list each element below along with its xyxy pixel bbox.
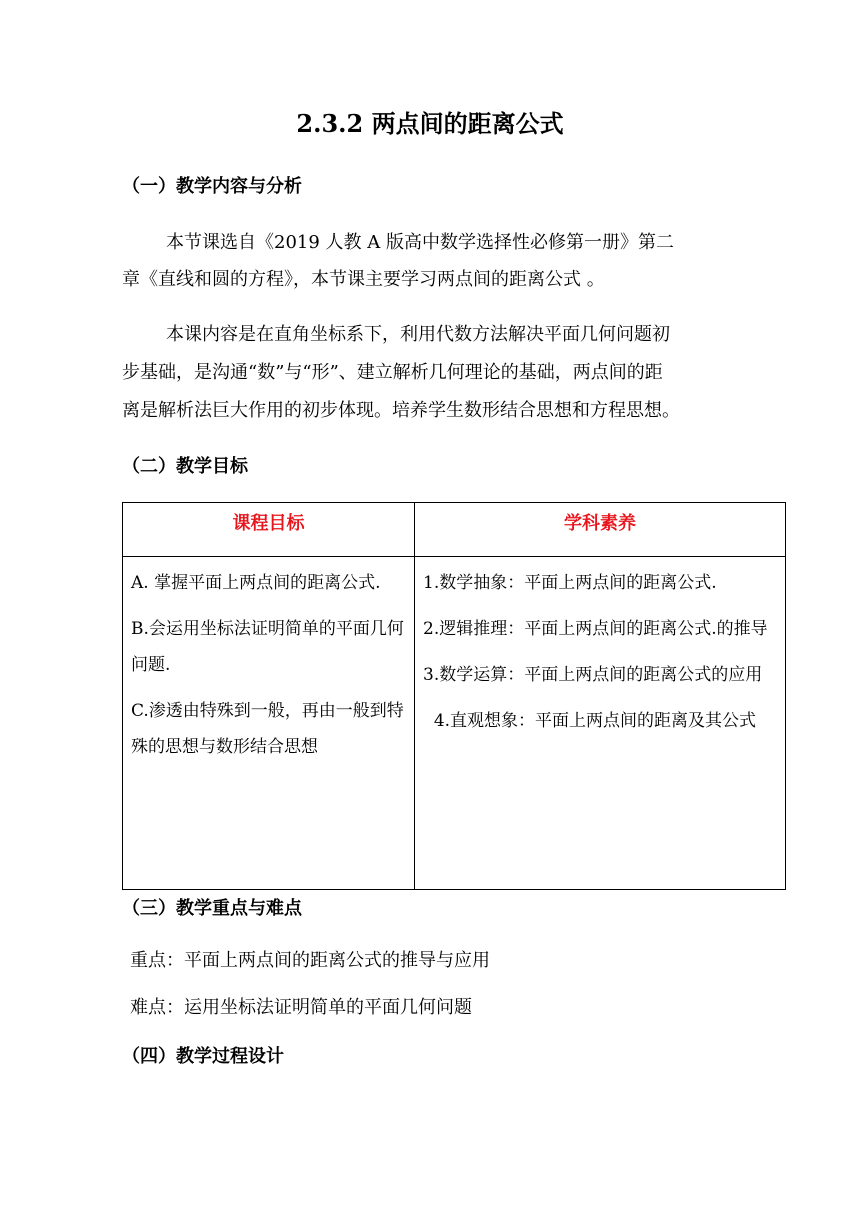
paragraph-2-line-3: 离是解析法巨大作用的初步体现。培养学生数形结合思想和方程思想。 [122, 400, 680, 421]
section-heading-content-analysis: （一）教学内容与分析 [122, 176, 302, 197]
key-point-text: 重点：平面上两点间的距离公式的推导与应用 [130, 950, 490, 971]
section-heading-teaching-goals: （二）教学目标 [122, 456, 248, 477]
literacy-item-3: 3.数学运算：平面上两点间的距离公式的应用 [423, 665, 763, 685]
goals-table [122, 502, 786, 890]
course-goal-b: B.会运用坐标法证明简单的平面几何问题. [131, 619, 404, 675]
table-header-course-goals: 课程目标 [123, 503, 415, 557]
section-heading-key-difficult-points: （三）教学重点与难点 [122, 898, 302, 919]
course-goals-cell [123, 557, 415, 890]
table-row [123, 557, 786, 890]
table-header-row [123, 503, 786, 557]
table-header-subject-literacy: 学科素养 [415, 503, 786, 557]
literacy-item-4: 4.直观想象：平面上两点间的距离及其公式 [423, 711, 757, 731]
document-title: 2.3.2 两点间的距离公式 [296, 109, 564, 138]
literacy-item-1: 1.数学抽象：平面上两点间的距离公式. [423, 573, 717, 593]
course-goal-a: A. 掌握平面上两点间的距离公式. [131, 573, 381, 593]
literacy-item-2: 2.逻辑推理：平面上两点间的距离公式.的推导 [423, 619, 768, 639]
paragraph-2-line-2: 步基础，是沟通“数”与“形”、建立解析几何理论的基础，两点间的距 [122, 362, 663, 383]
paragraph-2-line-1: 本课内容是在直角坐标系下，利用代数方法解决平面几何问题初 [166, 324, 670, 345]
section-heading-process-design: （四）教学过程设计 [122, 1046, 284, 1067]
paragraph-1-line-1: 本节课选自《2019 人教 A 版高中数学选择性必修第一册》第二 [166, 232, 674, 253]
difficult-point-text: 难点：运用坐标法证明简单的平面几何问题 [130, 997, 472, 1018]
paragraph-1-line-2: 章《直线和圆的方程》，本节课主要学习两点间的距离公式 。 [122, 269, 605, 290]
course-goal-c: C.渗透由特殊到一般，再由一般到特殊的思想与数形结合思想 [131, 701, 404, 757]
subject-literacy-cell [415, 557, 786, 890]
